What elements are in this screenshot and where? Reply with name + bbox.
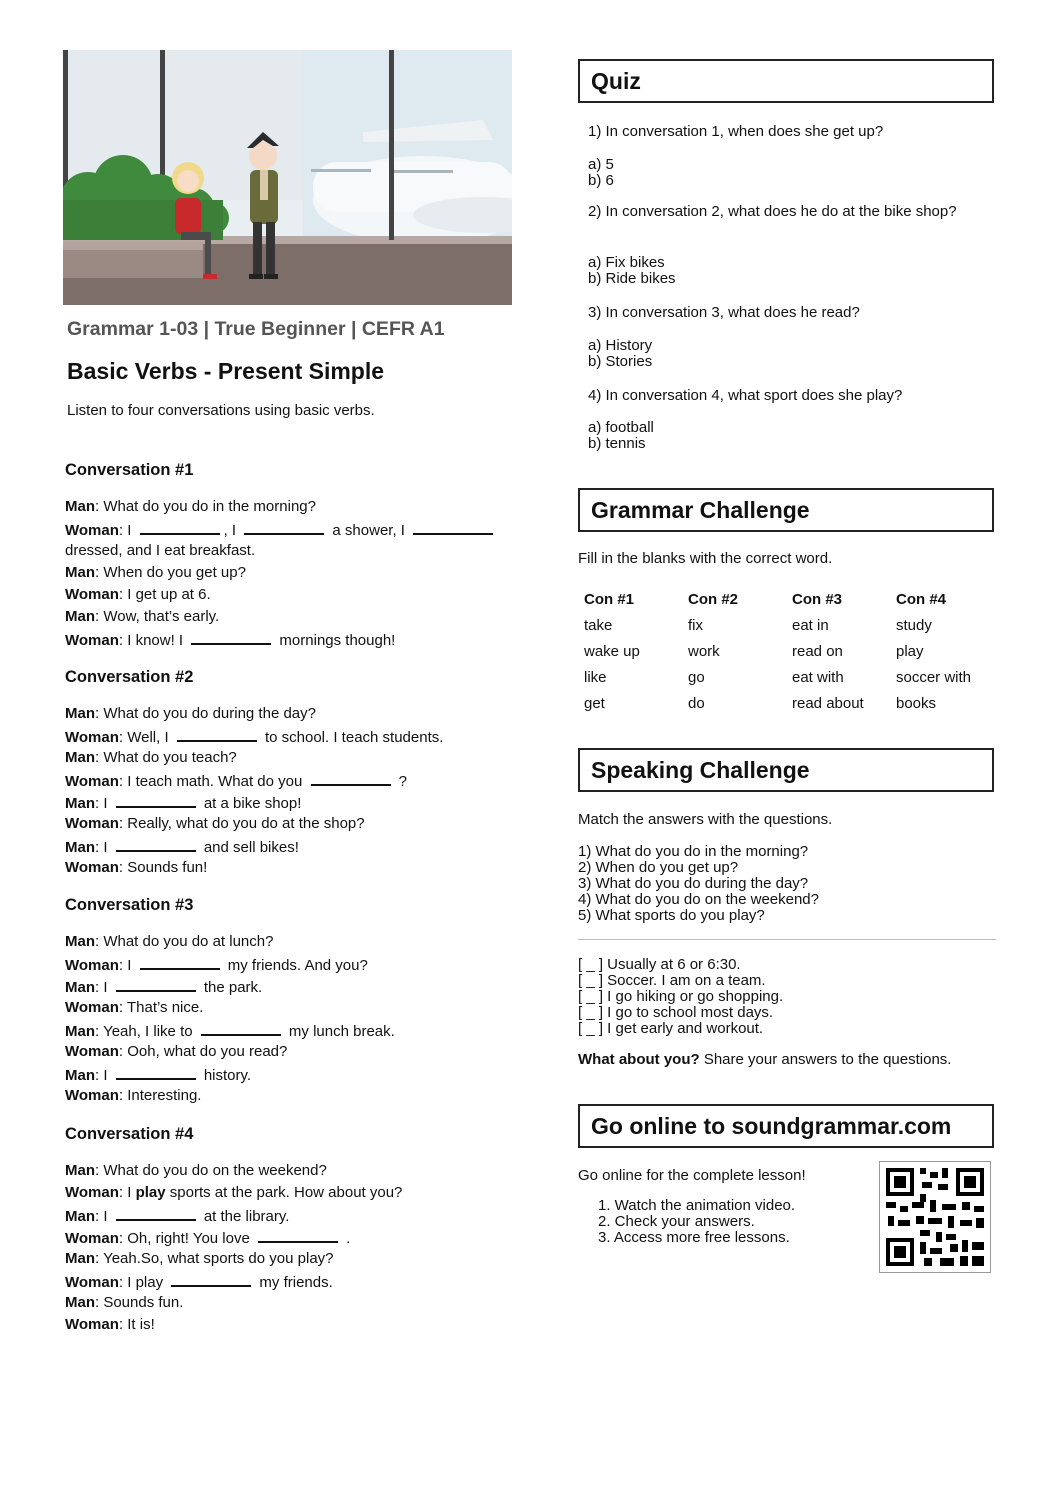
table-cell: go [688,668,705,686]
table-row [584,690,1006,716]
dialogue-text: : I [95,795,112,812]
table-cell: do [688,694,705,712]
conversation-heading: Conversation #1 [65,461,194,479]
quiz-option: a) Fix bikes [588,254,665,271]
speaker-label: Woman [65,632,119,649]
dialogue-text: : Really, what do you do at the shop? [118,815,365,832]
speaker-label: Man [65,705,95,722]
dialogue-text: the park. [199,979,263,996]
dialogue-line [65,1162,327,1180]
dialogue-text: : When do you get up? [95,564,246,581]
dialogue-text: : Well, I [118,729,173,746]
dialogue-line [65,1206,289,1226]
speaker-label: Woman [65,1274,119,1291]
speaker-label: Woman [65,999,119,1016]
dialogue-line [65,564,246,582]
speaker-label: Woman [65,1316,119,1333]
quiz-question: 4) In conversation 4, what sport does she play? [588,387,903,404]
dialogue-line [65,586,211,604]
table-cell: work [688,642,720,660]
dialogue-text: : What do you do in the morning? [95,498,316,515]
fill-in-blank[interactable] [140,520,220,535]
fill-in-blank[interactable] [191,630,271,645]
speaking-question: 2) When do you get up? [578,859,739,876]
speaker-label: Man [65,839,95,856]
grammar-challenge-heading-box [578,488,994,532]
dialogue-text: : Ooh, what do you read? [118,1043,288,1060]
dialogue-line [65,498,316,516]
dialogue-line [65,1184,402,1202]
speaker-label: Man [65,979,95,996]
dialogue-line [65,793,301,813]
quiz-option: a) History [588,337,653,354]
quiz-question: 1) In conversation 1, when does she get up? [588,123,884,140]
speaker-label: Woman [65,815,119,832]
table-row [584,638,1006,664]
dialogue-text: : Wow, that’s early. [95,608,220,625]
speaking-answer: [ _ ] I go hiking or go shopping. [578,988,784,1005]
list-item: 3. Access more free lessons. [598,1229,790,1246]
fill-in-blank[interactable] [116,1206,196,1221]
dialogue-text: at the library. [199,1208,290,1225]
dialogue-text: : Sounds fun! [118,859,208,876]
table-row [584,612,1006,638]
table-cell: read on [792,642,843,660]
fill-in-blank[interactable] [258,1228,338,1243]
quiz-option: b) tennis [588,435,646,452]
speaking-question: 4) What do you do on the weekend? [578,891,819,908]
hero-illustration [63,50,512,305]
table-cell: take [584,616,613,634]
dialogue-text: and sell bikes! [199,839,299,856]
speaking-answer: [ _ ] Soccer. I am on a team. [578,972,766,989]
conversation-heading: Conversation #3 [65,896,194,914]
fill-in-blank[interactable] [116,837,196,852]
dialogue-text: my friends. [255,1274,333,1291]
divider [578,939,996,940]
speaker-label: Woman [65,859,119,876]
speaker-label: Woman [65,1087,119,1104]
fill-in-blank[interactable] [116,793,196,808]
dialogue-text: at a bike shop! [199,795,302,812]
quiz-heading-box [578,59,994,103]
dialogue-text: : What do you teach? [95,749,237,766]
dialogue-text: : What do you do on the weekend? [95,1162,327,1179]
dialogue-text: : Oh, right! You love [118,1230,254,1247]
dialogue-line [65,520,497,540]
dialogue-text: : That’s nice. [118,999,204,1016]
dialogue-text: : Yeah, I like to [95,1023,197,1040]
speaker-label: Woman [65,957,119,974]
fill-in-blank[interactable] [311,771,391,786]
table-row [584,664,1006,690]
quiz-question: 3) In conversation 3, what does he read? [588,304,860,321]
dialogue-line [65,1021,395,1041]
speaker-label: Woman [65,1230,119,1247]
dialogue-text: a shower, I [328,522,410,539]
speaker-label: Woman [65,773,119,790]
what-about-you-text: Share your answers to the questions. [699,1051,952,1068]
dialogue-line [65,837,299,857]
speaking-challenge-heading-box [578,748,994,792]
airport-scene-image [63,50,512,305]
speaker-label: Man [65,933,95,950]
speaker-label: Man [65,795,95,812]
speaking-answer: [ _ ] Usually at 6 or 6:30. [578,956,741,973]
quiz-option: b) 6 [588,172,614,189]
lesson-intro: Listen to four conversations using basic verbs. [67,402,375,419]
dialogue-text: : I [95,839,112,856]
table-cell: eat in [792,616,829,634]
speaking-challenge-title: Speaking Challenge [591,757,810,783]
dialogue-line [65,1272,333,1292]
fill-in-blank[interactable] [177,727,257,742]
dialogue-text: mornings though! [275,632,396,649]
dialogue-line [65,1043,287,1061]
dialogue-line [65,1294,183,1312]
table-header-row [584,586,1006,612]
speaking-question: 3) What do you do during the day? [578,875,809,892]
dialogue-text: : I [118,522,136,539]
emphasized-word: play [135,1184,166,1201]
dialogue-line [65,749,237,767]
dialogue-text: . [342,1230,351,1247]
speaking-answer: [ _ ] I go to school most days. [578,1004,774,1021]
dialogue-line [65,705,316,723]
qr-code-icon [880,1162,990,1272]
dialogue-text: ? [394,773,408,790]
table-cell: play [896,642,924,660]
grammar-challenge-title: Grammar Challenge [591,497,810,523]
qr-code[interactable] [879,1161,991,1273]
table-cell: wake up [584,642,640,660]
online-steps [598,1198,795,1246]
dialogue-text: : Interesting. [118,1087,202,1104]
online-heading-box [578,1104,994,1148]
speaker-label: Man [65,1162,95,1179]
fill-in-blank[interactable] [201,1021,281,1036]
dialogue-text: , I [223,522,241,539]
dialogue-text: my lunch break. [284,1023,395,1040]
online-title: Go online to soundgrammar.com [591,1113,952,1139]
fill-in-blank[interactable] [413,520,493,535]
dialogue-text: : What do you do during the day? [95,705,316,722]
dialogue-line [65,771,407,791]
speaker-label: Man [65,608,95,625]
dialogue-text: my friends. And you? [223,957,368,974]
dialogue-text: dressed, and I eat breakfast. [65,542,256,559]
what-about-you-label: What about you? [578,1051,700,1068]
list-item: 2. Check your answers. [598,1213,755,1230]
dialogue-text: : I [118,1184,136,1201]
speaker-label: Woman [65,586,119,603]
dialogue-text: : I get up at 6. [118,586,211,603]
conversation-heading: Conversation #4 [65,1125,194,1143]
fill-in-blank[interactable] [116,977,196,992]
quiz-title: Quiz [591,68,641,94]
quiz-question: 2) In conversation 2, what does he do at the bike shop? [588,203,957,220]
speaker-label: Woman [65,522,119,539]
table-header: Con #3 [792,590,843,608]
dialogue-line [65,1087,201,1105]
speaker-label: Woman [65,1184,119,1201]
speaking-challenge-instruction: Match the answers with the questions. [578,811,833,828]
speaking-question: 5) What sports do you play? [578,907,765,924]
dialogue-text: : I teach math. What do you [118,773,307,790]
table-cell: like [584,668,607,686]
speaker-label: Man [65,1067,95,1084]
grammar-challenge-instruction: Fill in the blanks with the correct word. [578,550,833,567]
dialogue-line [65,977,262,997]
speaker-label: Man [65,1250,95,1267]
dialogue-line [65,955,368,975]
speaker-label: Man [65,1208,95,1225]
table-cell: study [896,616,932,634]
fill-in-blank[interactable] [140,955,220,970]
speaker-label: Man [65,1023,95,1040]
dialogue-text: : Sounds fun. [95,1294,184,1311]
dialogue-text: : I [95,979,112,996]
table-cell: get [584,694,605,712]
dialogue-text: : I [95,1208,112,1225]
quiz-option: a) football [588,419,654,436]
dialogue-text: : Yeah.So, what sports do you play? [95,1250,334,1267]
dialogue-text: : What do you do at lunch? [95,933,274,950]
quiz-option: a) 5 [588,156,614,173]
dialogue-text: sports at the park. How about you? [165,1184,403,1201]
dialogue-line [65,933,273,951]
dialogue-line [65,999,203,1017]
dialogue-line [65,815,365,833]
dialogue-line [65,630,395,650]
list-item: 1. Watch the animation video. [598,1197,796,1214]
dialogue-text: to school. I teach students. [260,729,444,746]
dialogue-line [65,1250,334,1268]
table-cell: read about [792,694,864,712]
dialogue-line [65,1316,155,1334]
lesson-title: Basic Verbs - Present Simple [67,358,385,384]
quiz-option: b) Stories [588,353,653,370]
table-cell: books [896,694,937,712]
speaker-label: Man [65,1294,95,1311]
speaker-label: Man [65,498,95,515]
quiz-option: b) Ride bikes [588,270,676,287]
dialogue-line [65,1228,350,1248]
grammar-challenge-table [584,586,1006,716]
table-cell: eat with [792,668,844,686]
online-intro: Go online for the complete lesson! [578,1167,806,1184]
conversation-heading: Conversation #2 [65,668,194,686]
dialogue-line [65,859,207,877]
table-cell: soccer with [896,668,972,686]
speaker-label: Woman [65,1043,119,1060]
dialogue-line [65,608,219,626]
speaker-label: Man [65,564,95,581]
dialogue-line [65,542,255,560]
table-cell: fix [688,616,703,634]
dialogue-line [65,1065,251,1085]
dialogue-text: : I play [118,1274,168,1291]
speaker-label: Man [65,749,95,766]
speaker-label: Woman [65,729,119,746]
what-about-you-line [578,1052,951,1068]
fill-in-blank[interactable] [116,1065,196,1080]
table-header: Con #4 [896,590,947,608]
fill-in-blank[interactable] [244,520,324,535]
table-header: Con #1 [584,590,635,608]
dialogue-text: : I [118,957,136,974]
dialogue-text: : I [95,1067,112,1084]
dialogue-text: history. [199,1067,252,1084]
dialogue-text: : It is! [118,1316,155,1333]
lesson-code: Grammar 1-03 | True Beginner | CEFR A1 [67,318,445,340]
table-header: Con #2 [688,590,739,608]
fill-in-blank[interactable] [171,1272,251,1287]
dialogue-text: : I know! I [118,632,188,649]
speaking-question: 1) What do you do in the morning? [578,843,809,860]
dialogue-line [65,727,443,747]
speaking-answer: [ _ ] I get early and workout. [578,1020,764,1037]
